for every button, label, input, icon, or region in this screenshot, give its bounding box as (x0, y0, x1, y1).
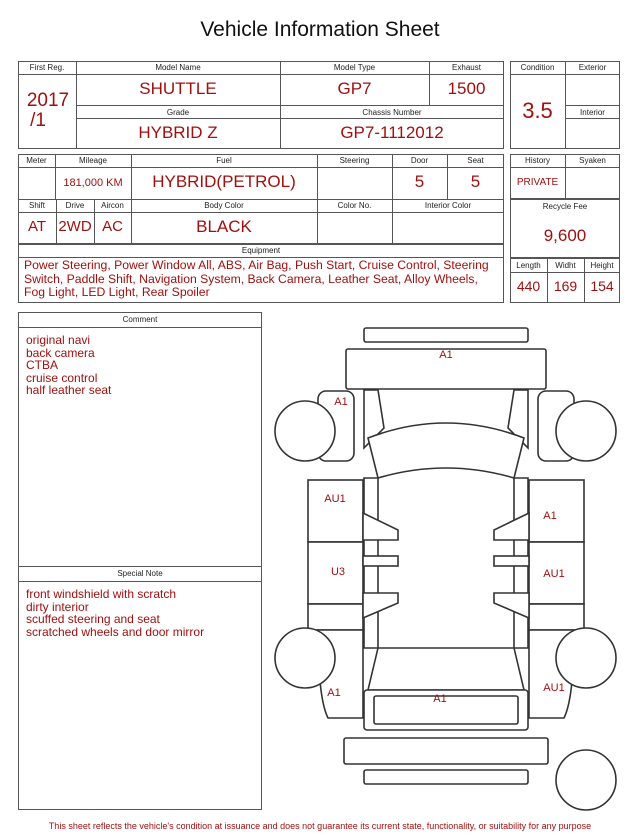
syaken-label: Syaken (579, 156, 606, 165)
fuel-label: Fuel (216, 156, 232, 165)
first-reg-year: 2017 (26, 90, 70, 111)
mark-rear-left-quarter: A1 (327, 687, 341, 699)
grade-label: Grade (166, 108, 190, 117)
rear-right-wheel (556, 628, 616, 688)
shift-label: Shift (28, 201, 45, 210)
steering-label: Steering (339, 156, 370, 165)
mileage-label: Mileage (78, 156, 107, 165)
mark-rear-left-door: U3 (330, 566, 346, 578)
recycle-fee-label: Recycle Fee (542, 202, 588, 211)
width-value: 169 (553, 278, 578, 294)
mark-hood: A1 (439, 349, 453, 361)
mileage-value: 181,000 KM (63, 177, 123, 189)
equipment-list: Power Steering, Power Window All, ABS, Air Bag, Push Start, Cruise Control, Steering Switch, Paddle Shift, Navigation System, Back Camera, Leather Seat, Alloy Wheels, Fog Light, LED Light, Rear Spoiler (24, 258, 489, 299)
interior-color-label: Interior Color (424, 201, 472, 210)
aircon-value: AC (102, 218, 123, 235)
length-value: 440 (516, 278, 541, 294)
mark-rear-right-quarter: AU1 (543, 682, 565, 694)
shift-value: AT (27, 218, 47, 235)
body-color-value: BLACK (196, 217, 252, 236)
door-label: Door (410, 156, 429, 165)
front-left-wheel (275, 401, 335, 461)
comment-label: Comment (122, 315, 158, 324)
exhaust-label: Exhaust (452, 63, 481, 72)
front-right-wheel (556, 401, 616, 461)
mark-front-right-door: A1 (543, 510, 557, 522)
rear-bumper-panel (344, 738, 548, 764)
chassis-number-label: Chassis Number (362, 108, 422, 117)
history-value: PRIVATE (516, 177, 559, 188)
first-reg-label: First Reg. (29, 63, 65, 72)
first-reg-month: /1 (30, 110, 46, 131)
mark-rear-right-door: AU1 (543, 568, 565, 580)
grade-value: HYBRID Z (138, 123, 218, 142)
chassis-number-value: GP7-1112012 (340, 123, 444, 142)
meter-label: Meter (26, 156, 47, 165)
drive-label: Drive (65, 201, 85, 210)
length-label: Length (516, 261, 541, 270)
model-name-value: SHUTTLE (139, 79, 217, 98)
door-value: 5 (414, 172, 425, 191)
width-label: Widht (555, 261, 576, 270)
windshield-panel (368, 423, 524, 478)
model-name-label: Model Name (155, 63, 201, 72)
spare-wheel (556, 750, 616, 810)
rear-window-panel (368, 648, 524, 690)
left-front-door (308, 480, 363, 542)
condition-score: 3.5 (522, 98, 553, 123)
front-bumper-panel (364, 328, 528, 342)
seat-value: 5 (470, 172, 481, 191)
model-type-value: GP7 (337, 79, 372, 98)
equipment-label: Equipment (241, 246, 281, 255)
sheet-title: Vehicle Information Sheet (200, 18, 440, 41)
height-label: Height (590, 261, 614, 270)
car-damage-diagram (268, 318, 624, 818)
model-type-label: Model Type (333, 63, 376, 72)
recycle-fee-value: 9,600 (543, 226, 587, 245)
mark-front-left-door: AU1 (324, 493, 346, 505)
color-no-label: Color No. (337, 201, 372, 210)
body-color-label: Body Color (204, 201, 244, 210)
fuel-value: HYBRID(PETROL) (152, 172, 296, 191)
height-value: 154 (590, 278, 614, 294)
special-note-label: Special Note (117, 569, 163, 578)
aircon-label: Aircon (101, 201, 124, 210)
exhaust-value: 1500 (447, 79, 486, 98)
condition-label: Condition (520, 63, 555, 72)
interior-label: Interior (580, 108, 605, 117)
rear-left-wheel (275, 628, 335, 688)
mark-front-left-fender: A1 (334, 396, 348, 408)
comment-text: original navi back camera CTBA cruise control half leather seat (26, 333, 112, 398)
special-note-text: front windshield with scratch dirty interior scuffed steering and seat scratched wheels and door mirror (26, 587, 205, 639)
seat-label: Seat (467, 156, 484, 165)
drive-value: 2WD (58, 218, 92, 235)
disclaimer-footer: This sheet reflects the vehicle's condition at issuance and does not guarantee its current state, functionality, or suitability for any purpose (48, 821, 592, 831)
exterior-label: Exterior (578, 63, 607, 72)
mark-rear-bumper: A1 (433, 693, 447, 705)
history-label: History (525, 156, 550, 165)
